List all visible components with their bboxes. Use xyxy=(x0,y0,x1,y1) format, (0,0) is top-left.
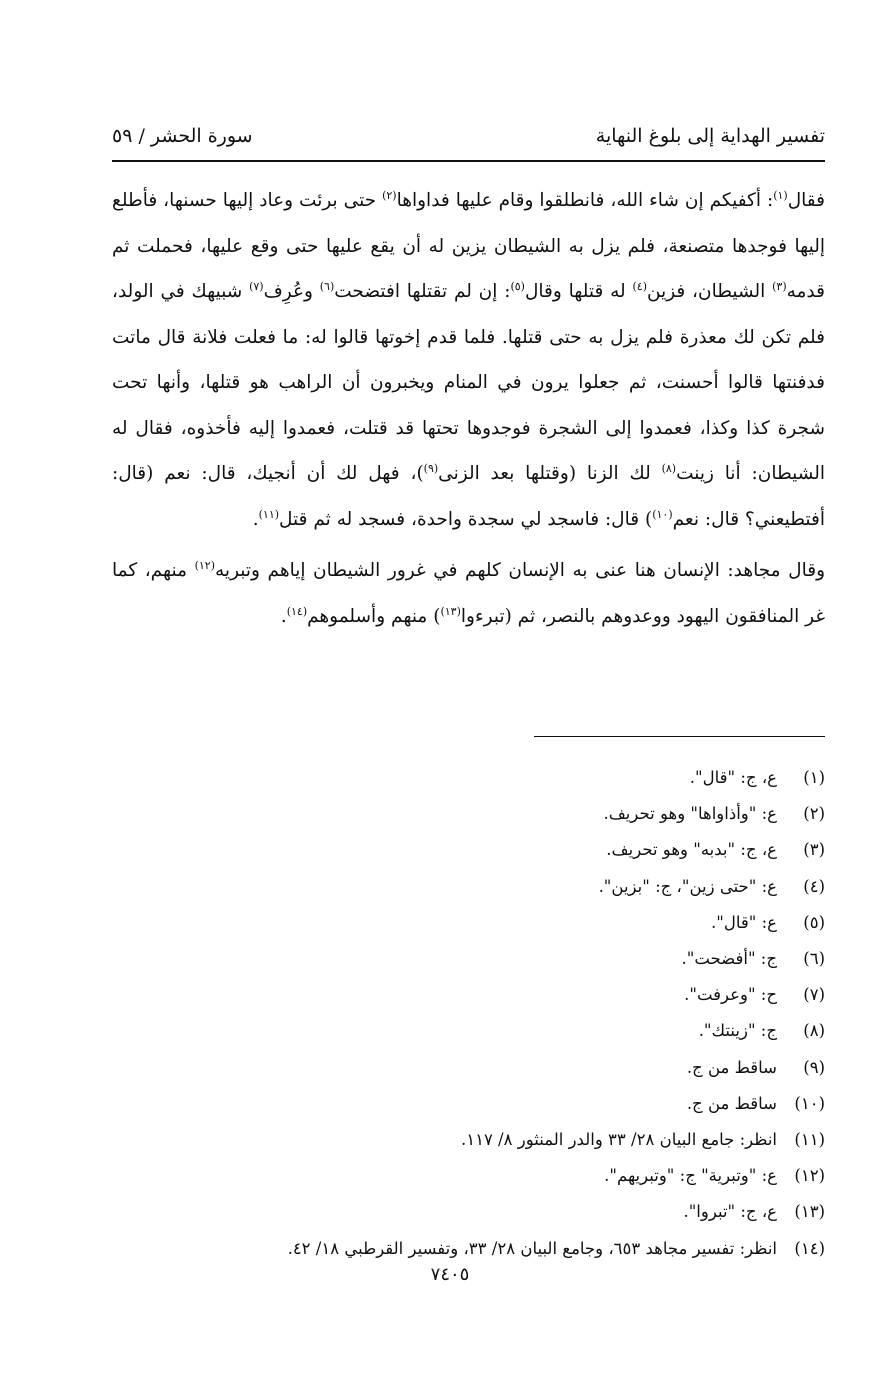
footnotes xyxy=(112,760,825,1267)
footnote-number: (١٢) xyxy=(794,1166,825,1186)
text-run: : إن لم تقتلها افتضحت xyxy=(334,281,511,302)
footnote-item xyxy=(112,1086,825,1122)
footnote-marker: (٢) xyxy=(382,188,397,202)
footnote-marker: (١٣) xyxy=(440,604,461,618)
text-run: له قتلها وقال xyxy=(524,281,633,302)
footnote-number: (١٠) xyxy=(794,1093,825,1113)
footnote-item xyxy=(112,1050,825,1086)
footnote-text: ساقط من ج. xyxy=(686,1057,777,1077)
text-run: . xyxy=(252,508,259,530)
text-run: فقال xyxy=(787,190,825,211)
footnote-number: (١٣) xyxy=(794,1202,825,1222)
footnote-text: ع، ج: "بدبه" وهو تحريف. xyxy=(606,840,777,860)
running-header xyxy=(112,118,825,154)
footnote-item xyxy=(112,1122,825,1158)
footnote-text: ع: "وتبرية" ج: "وتبريهم". xyxy=(604,1166,777,1186)
footnote-item xyxy=(112,977,825,1013)
footnote-number: (٧) xyxy=(803,985,825,1005)
footnote-number: (١) xyxy=(803,768,825,787)
paragraph-1 xyxy=(112,178,825,542)
footnote-number: (٩) xyxy=(803,1057,825,1077)
footnote-item xyxy=(112,760,825,796)
footnote-number: (٤) xyxy=(803,876,825,896)
text-run: وقال مجاهد: الإنسان هنا عنى به الإنسان كلهم في غرور الشيطان إياهم وتبريه xyxy=(215,560,826,581)
book-title: تفسير الهداية إلى بلوغ النهاية xyxy=(595,125,825,147)
footnote-item xyxy=(112,1231,825,1267)
footnote-item xyxy=(112,941,825,977)
footnote-marker: (٧) xyxy=(249,279,264,293)
footnote-marker: (١٤) xyxy=(286,604,308,618)
footnote-item xyxy=(112,832,825,868)
text-run: )، فهل لك أن أنجيك، قال: نعم (قال: أفتطيعني؟ قال: نعم xyxy=(112,463,825,530)
text-run: ) قال: فاسجد لي سجدة واحدة، فسجد له ثم قتل xyxy=(279,508,653,530)
footnote-marker: (٥) xyxy=(510,279,525,293)
footnote-number: (٥) xyxy=(803,912,825,932)
footnote-marker: (٣) xyxy=(772,279,787,293)
footnote-marker: (١) xyxy=(773,188,788,202)
footnote-text: ع: "حتى زين"، ج: "بزين". xyxy=(598,876,777,896)
footnote-text: ح: "وعرفت". xyxy=(684,985,777,1005)
footnote-marker: (٩) xyxy=(423,461,439,475)
footnote-number: (٣) xyxy=(803,840,825,860)
footnote-number: (١١) xyxy=(794,1130,825,1150)
footnote-text: انظر: جامع البيان ٢٨/ ٣٣ والدر المنثور ٨/ ١١٧. xyxy=(460,1130,777,1150)
footnote-marker: (١٠) xyxy=(652,507,673,521)
footnote-text: ع، ج: "تبروا". xyxy=(683,1202,777,1222)
footnote-item xyxy=(112,796,825,832)
footnote-text: انظر: تفسير مجاهد ٦٥٣، وجامع البيان ٢٨/ ٣٣، وتفسير القرطبي ١٨/ ٤٢. xyxy=(287,1238,777,1258)
text-run: وعُرِف xyxy=(263,281,320,302)
footnote-text: ع، ج: "قال". xyxy=(689,768,777,787)
text-run: حتى برئت وعاد إليها حسنها، فأطلع إليها فوجدها متصنعة، فلم يزل به الشيطان يزين له أن يقع عليها حتى وقع عليها، فحملت ثم قدمه xyxy=(112,190,825,302)
footnote-item xyxy=(112,1013,825,1049)
footnote-rule xyxy=(534,736,825,737)
footnote-item xyxy=(112,905,825,941)
footnote-text: ج: "أفضحت". xyxy=(681,949,777,969)
footnote-marker: (٨) xyxy=(661,461,677,475)
footnote-text: ع: "وأذاواها" وهو تحريف. xyxy=(603,804,777,824)
main-text xyxy=(112,178,825,639)
text-run: الشيطان، فزين xyxy=(646,281,773,302)
footnote-item xyxy=(112,869,825,905)
footnote-number: (٨) xyxy=(803,1021,825,1041)
footnote-number: (٦) xyxy=(803,949,825,969)
footnote-marker: (١١) xyxy=(258,507,280,521)
text-run: منهم، كما غر المنافقون اليهود ووعدوهم بالنصر، ثم (تبرءوا xyxy=(112,560,825,627)
header-rule xyxy=(112,160,825,162)
footnote-marker: (٦) xyxy=(319,279,335,293)
text-run: : أكفيكم إن شاء الله، فانطلقوا وقام عليها فداواها xyxy=(396,190,774,211)
paragraph-2 xyxy=(112,548,825,639)
footnote-text: ج: "زينتك". xyxy=(698,1021,777,1041)
page-number: ٧٤٠٥ xyxy=(430,1264,470,1285)
text-run: . xyxy=(280,605,287,627)
footnote-text: ساقط من ج. xyxy=(686,1093,777,1113)
footnote-marker: (١٢) xyxy=(194,558,215,572)
text-run: شبيهك في الولد، فلم تكن لك معذرة فلم يزل به حتى قتلها. فلما قدم إخوتها قالوا له: ما فعلت فلانة قال ماتت فدفنتها قالوا أحسنت، ثم جعلوا يرون في المنام ويخبرون أن الراهب هو قتلها، وأنها تحت شجرة كذا وكذا، فعمدوا إلى الشجرة فوجدوها تحتها قد قتلت، فعمدوا إليه فأخذوه، فقال له الشيطان: أنا زينت xyxy=(112,281,825,484)
text-run: لك الزنا (وقتلها بعد الزنى xyxy=(438,463,662,484)
surah-page-label: سورة الحشر / ٥٩ xyxy=(112,125,253,147)
footnote-number: (١٤) xyxy=(794,1238,825,1258)
footnote-marker: (٤) xyxy=(632,279,647,293)
footnote-text: ع: "قال". xyxy=(711,912,777,932)
text-run: ) منهم وأسلموهم xyxy=(307,605,441,627)
footnote-item xyxy=(112,1158,825,1194)
footnote-number: (٢) xyxy=(803,804,825,824)
footnote-item xyxy=(112,1194,825,1230)
